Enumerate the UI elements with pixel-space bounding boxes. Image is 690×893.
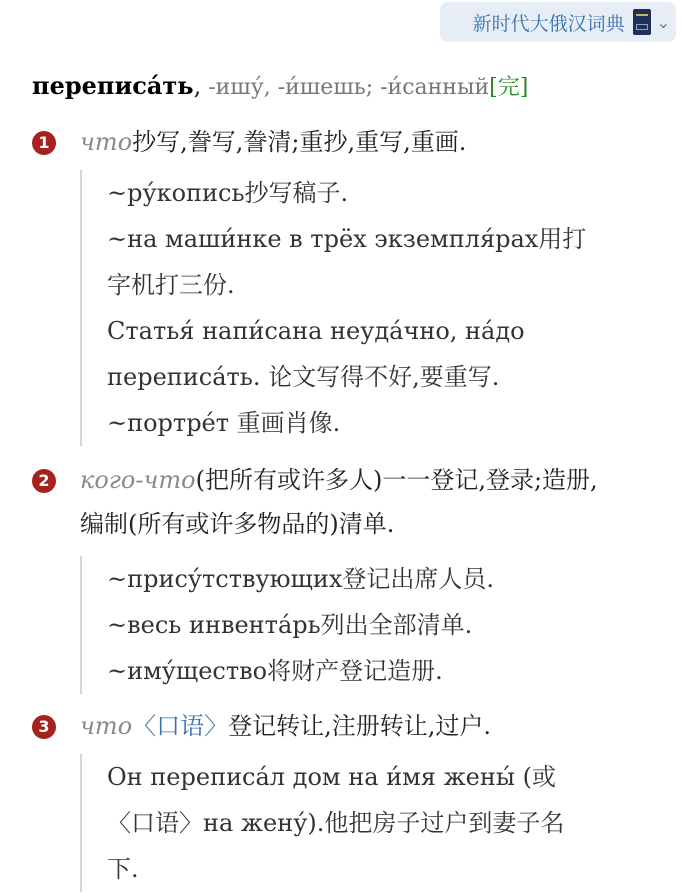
sense-number-badge: 3 bbox=[32, 715, 56, 739]
book-icon bbox=[633, 9, 651, 35]
definition-text: (把所有或许多人)一一登记,登录;造册, bbox=[195, 466, 598, 494]
sense-1-examples bbox=[80, 170, 586, 446]
sense-2-examples bbox=[80, 556, 494, 694]
inflected-forms: -ишу́, -и́шешь; -и́санный bbox=[201, 75, 490, 100]
definition-text: 抄写,誊写,誊清;重抄,重写,重画. bbox=[132, 128, 467, 156]
definition-text: 登记转让,注册转让,过户. bbox=[228, 712, 492, 740]
sense-number-badge: 2 bbox=[32, 469, 56, 493]
example-line: ~иму́щество将财产登记造册. bbox=[107, 657, 443, 685]
definition-line: 编制(所有或许多物品的)清单. bbox=[80, 510, 395, 538]
example-line: 〈口语〉на жену́).他把房子过户到妻子名 bbox=[107, 809, 565, 837]
sense-3-examples bbox=[80, 754, 564, 892]
sense-1 bbox=[32, 120, 650, 164]
example-line: 字机打三份. bbox=[107, 271, 235, 299]
example-line: переписа́ть. 论文写得不好,要重写. bbox=[107, 363, 500, 391]
example-line: 下. bbox=[107, 855, 139, 883]
style-label: 〈口语〉 bbox=[132, 712, 229, 740]
grammar-label: кого-что bbox=[80, 466, 196, 494]
example-line: Он переписа́л дом на и́мя жены́ (或 bbox=[107, 763, 556, 791]
example-line: Статья́ напи́сана неуда́чно, на́до bbox=[107, 317, 525, 345]
sense-number-badge: 1 bbox=[32, 131, 56, 155]
aspect-label: [完] bbox=[489, 75, 529, 100]
definition-line bbox=[80, 458, 650, 502]
sense-3 bbox=[32, 704, 650, 748]
grammar-label: что bbox=[80, 712, 133, 740]
headword-comma: , bbox=[193, 72, 202, 100]
definition-line bbox=[80, 120, 650, 164]
headword: переписа́ть bbox=[32, 71, 194, 100]
sense-2 bbox=[32, 458, 650, 546]
example-line: ~ру́копись抄写稿子. bbox=[107, 179, 349, 207]
dictionary-name: 新时代大俄汉词典 bbox=[472, 12, 625, 35]
grammar-label: что bbox=[80, 128, 133, 156]
chevron-down-icon[interactable]: ⌄ bbox=[656, 12, 670, 32]
dictionary-tag[interactable] bbox=[440, 2, 676, 42]
example-line: ~на маши́нке в трёх экземпля́рах用打 bbox=[107, 225, 587, 253]
example-line: ~прису́тствующих登记出席人员. bbox=[107, 565, 495, 593]
example-line: ~портре́т 重画肖像. bbox=[107, 409, 341, 437]
entry-header bbox=[32, 64, 528, 110]
definition-line bbox=[80, 704, 650, 748]
example-line: ~весь инвента́рь列出全部清单. bbox=[107, 611, 473, 639]
